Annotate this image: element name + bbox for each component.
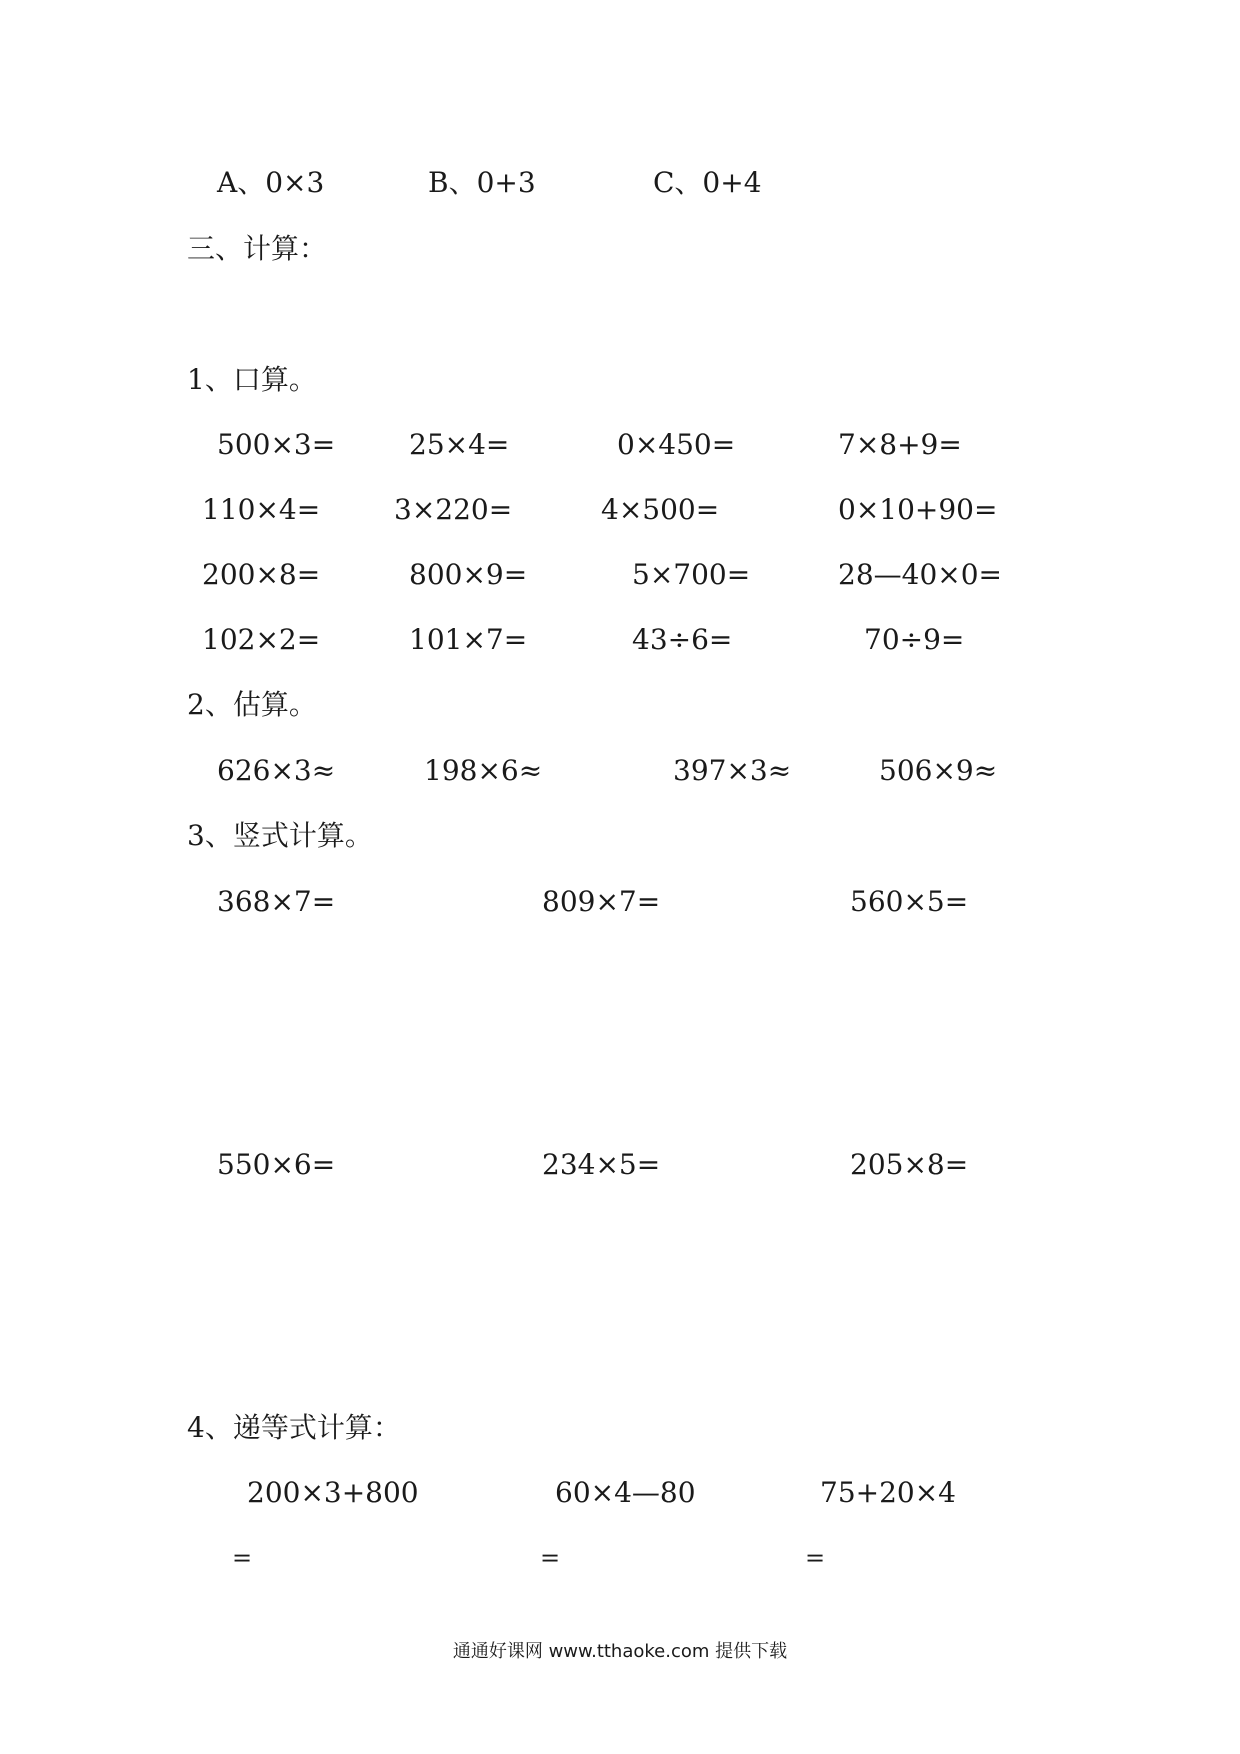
estimate-item: 198×6≈ <box>424 754 543 787</box>
stepwise-equals: = <box>540 1544 561 1572</box>
vertical-item: 234×5= <box>542 1148 661 1181</box>
vertical-item: 205×8= <box>850 1148 969 1181</box>
stepwise-item: 60×4—80 <box>555 1476 696 1509</box>
oral-item: 25×4= <box>409 428 510 461</box>
oral-item: 70÷9= <box>864 623 965 656</box>
oral-heading: 1、口算。 <box>187 363 317 396</box>
vertical-item: 368×7= <box>217 885 336 918</box>
oral-item: 500×3= <box>217 428 336 461</box>
stepwise-item: 200×3+800 <box>247 1476 419 1509</box>
oral-item: 5×700= <box>632 558 751 591</box>
vertical-heading: 3、竖式计算。 <box>187 819 373 852</box>
oral-item: 200×8= <box>202 558 321 591</box>
oral-item: 7×8+9= <box>838 428 962 461</box>
vertical-item: 809×7= <box>542 885 661 918</box>
vertical-item: 560×5= <box>850 885 969 918</box>
section-title: 三、计算： <box>187 232 328 265</box>
stepwise-equals: = <box>232 1544 253 1572</box>
oral-item: 102×2= <box>202 623 321 656</box>
stepwise-item: 75+20×4 <box>820 1476 956 1509</box>
vertical-item: 550×6= <box>217 1148 336 1181</box>
choice-b: B、0+3 <box>428 166 536 199</box>
stepwise-heading: 4、递等式计算： <box>187 1411 401 1444</box>
estimate-heading: 2、估算。 <box>187 688 317 721</box>
choice-c: C、0+4 <box>653 166 762 199</box>
estimate-item: 397×3≈ <box>673 754 792 787</box>
choice-a: A、0×3 <box>217 166 325 199</box>
oral-item: 0×10+90= <box>838 493 998 526</box>
estimate-item: 626×3≈ <box>217 754 336 787</box>
oral-item: 43÷6= <box>632 623 733 656</box>
oral-item: 4×500= <box>601 493 720 526</box>
oral-item: 101×7= <box>409 623 528 656</box>
oral-item: 3×220= <box>394 493 513 526</box>
oral-item: 28—40×0= <box>838 558 1002 591</box>
stepwise-equals: = <box>805 1544 826 1572</box>
oral-item: 110×4= <box>202 493 321 526</box>
oral-item: 800×9= <box>409 558 528 591</box>
page-footer: 通通好课网 www.tthaoke.com 提供下载 <box>452 1641 788 1662</box>
estimate-item: 506×9≈ <box>879 754 998 787</box>
oral-item: 0×450= <box>617 428 736 461</box>
